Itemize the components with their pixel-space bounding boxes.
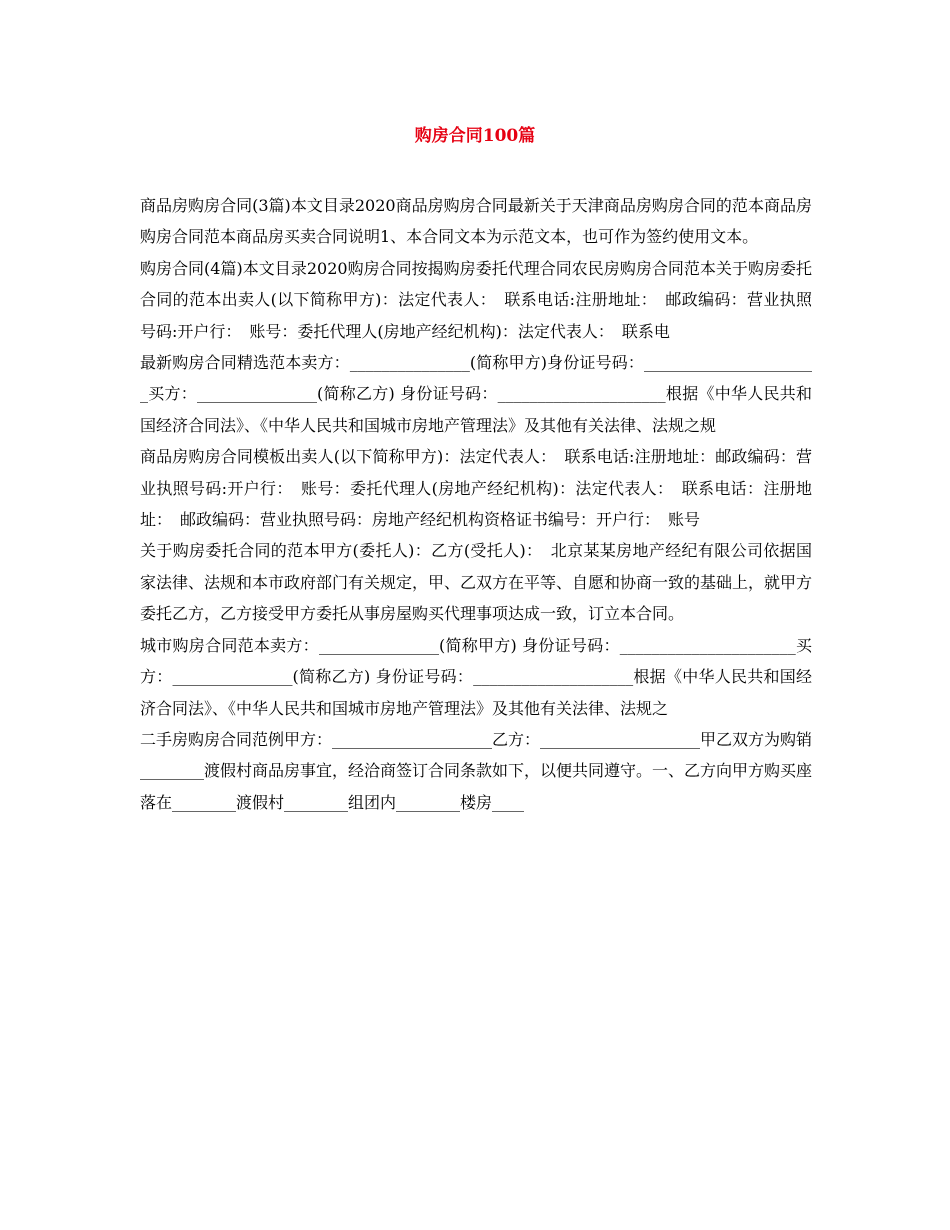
document-title: 购房合同100篇 — [414, 126, 536, 146]
paragraph: 关于购房委托合同的范本甲方(委托人)：乙方(受托人)： 北京某某房地产经纪有限公司依据国家法律、法规和本市政府部门有关规定，甲、乙双方在平等、自愿和协商一致的基础上，就甲方委托乙方，乙方接受甲方委托从事房屋购买代理事项达成一致，订立本合同。 — [140, 541, 813, 624]
paragraph: 购房合同(4篇)本文目录2020购房合同按揭购房委托代理合同农民房购房合同范本关于购房委托合同的范本出卖人(以下简称甲方)：法定代表人： 联系电话:注册地址： 邮政编码：营业执照号码:开户行： 账号：委托代理人(房地产经纪机构)：法定代表人： 联系电 — [140, 258, 812, 341]
paragraph: 商品房购房合同模板出卖人(以下简称甲方)：法定代表人： 联系电话:注册地址：邮政编码：营业执照号码:开户行： 账号：委托代理人(房地产经纪机构)：法定代表人： 联系电话：注册地址： 邮政编码：营业执照号码：房地产经纪机构资格证书编号：开户行： 账号 — [140, 447, 812, 530]
paragraph: 城市购房合同范本卖方：_______________(简称甲方) 身份证号码：______________________买方：_______________(简称乙方) 身份证号码：____________________根据《中华人民共和国经济合同法》、《中华人民共和国城市房地产管理法》及其他有关法律、法规之 — [140, 635, 812, 718]
paragraph: 商品房购房合同(3篇)本文目录2020商品房购房合同最新关于天津商品房购房合同的范本商品房购房合同范本商品房买卖合同说明1、本合同文本为示范文本，也可作为签约使用文本。 — [140, 196, 812, 247]
document-body — [140, 190, 812, 818]
paragraph: 二手房购房合同范例甲方：____________________乙方：____________________甲乙双方为购销________渡假村商品房事宜，经洽商签订合同条款如下，以便共同遵守。一、乙方向甲方购买座落在________渡假村________组团内________楼房____ — [140, 729, 813, 812]
paragraph: 最新购房合同精选范本卖方：_______________(简称甲方)身份证号码：______________________买方：_______________(简称乙方) 身份证号码：_____________________根据《中华人民共和国经济合同法》、《中华人民共和国城市房地产管理法》及其他有关法律、法规之规 — [140, 353, 812, 435]
